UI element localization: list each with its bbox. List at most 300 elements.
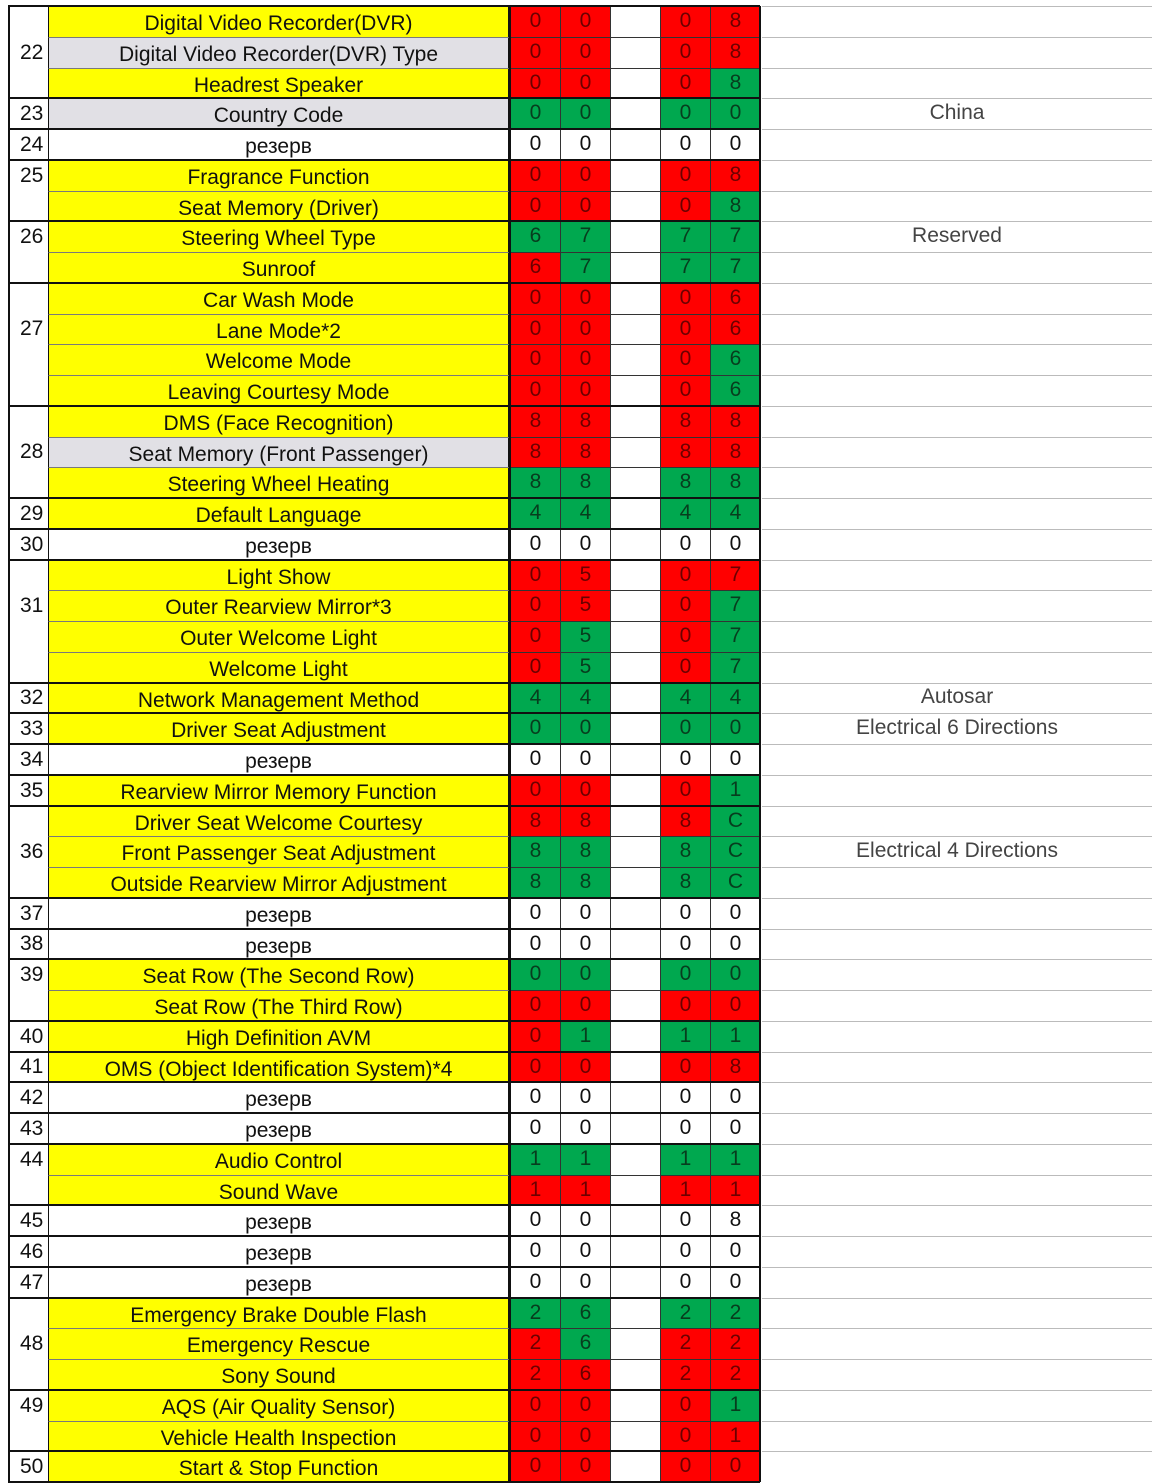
row-number: 26 [8, 221, 48, 252]
group-divider [8, 559, 760, 561]
value-cell [610, 437, 660, 467]
note-cell [762, 375, 1152, 406]
value-cell [610, 283, 660, 314]
value-cell: 0 [560, 191, 610, 221]
value-cell: 0 [560, 744, 610, 775]
value-cell [610, 467, 660, 498]
note-cell [762, 775, 1152, 806]
value-cell: 5 [560, 652, 610, 683]
note-cell [762, 129, 1152, 160]
note-cell [762, 1359, 1152, 1390]
value-cell: 7 [710, 221, 760, 252]
group-divider [8, 743, 760, 745]
row-number: 34 [8, 744, 48, 775]
row-number: 40 [8, 1021, 48, 1052]
row-number: 33 [8, 713, 48, 744]
feature-name: Welcome Mode [48, 344, 510, 375]
value-cell: 0 [710, 898, 760, 929]
group-divider [8, 1297, 760, 1299]
value-cell: 0 [660, 1390, 710, 1421]
row-number [8, 283, 48, 314]
value-cell [610, 375, 660, 406]
feature-name: Rearview Mirror Memory Function [48, 775, 510, 806]
note-cell [762, 529, 1152, 560]
value-cell [610, 929, 660, 959]
value-cell: 4 [510, 498, 560, 529]
value-cell: 1 [710, 1390, 760, 1421]
group-divider [8, 1112, 760, 1114]
value-cell: 4 [660, 498, 710, 529]
value-cell [610, 652, 660, 683]
group-divider [8, 1204, 760, 1206]
row-number: 46 [8, 1236, 48, 1267]
value-cell: 2 [710, 1328, 760, 1359]
value-cell: 8 [560, 867, 610, 898]
value-cell: 1 [510, 1175, 560, 1205]
note-cell: Electrical 6 Directions [762, 713, 1152, 744]
value-cell: 0 [660, 98, 710, 129]
value-cell: 1 [560, 1144, 610, 1175]
note-cell [762, 806, 1152, 836]
row-number: 30 [8, 529, 48, 560]
group-divider [8, 897, 760, 899]
value-cell: 8 [710, 437, 760, 467]
value-cell: 0 [660, 529, 710, 560]
value-cell: 6 [510, 221, 560, 252]
value-cell: 8 [510, 867, 560, 898]
value-cell: 8 [710, 6, 760, 37]
value-cell: 8 [510, 836, 560, 867]
value-cell: 2 [710, 1359, 760, 1390]
value-cell [610, 1113, 660, 1144]
value-cell: 0 [560, 959, 610, 990]
value-cell: 0 [560, 344, 610, 375]
value-cell: C [710, 867, 760, 898]
value-cell: 0 [510, 160, 560, 191]
feature-name: Welcome Light [48, 652, 510, 683]
group-divider [8, 1450, 760, 1452]
feature-name: Fragrance Function [48, 160, 510, 191]
value-cell: 7 [560, 252, 610, 283]
value-cell: 0 [560, 1205, 610, 1236]
value-cell: 0 [510, 621, 560, 652]
feature-name: DMS (Face Recognition) [48, 406, 510, 437]
row-number: 48 [8, 1328, 48, 1359]
feature-name: Seat Row (The Third Row) [48, 990, 510, 1021]
value-cell: 7 [710, 252, 760, 283]
value-cell: 0 [510, 744, 560, 775]
value-cell: 0 [660, 1113, 710, 1144]
note-cell [762, 467, 1152, 498]
feature-name: Sunroof [48, 252, 510, 283]
note-cell [762, 191, 1152, 221]
value-cell [610, 68, 660, 98]
row-number [8, 344, 48, 375]
feature-name: резерв [48, 129, 510, 160]
note-cell [762, 68, 1152, 98]
feature-name: Seat Memory (Driver) [48, 191, 510, 221]
note-cell [762, 406, 1152, 437]
row-number: 35 [8, 775, 48, 806]
row-number: 31 [8, 590, 48, 621]
row-number: 49 [8, 1390, 48, 1421]
value-cell [610, 1328, 660, 1359]
value-cell: 0 [510, 1451, 560, 1482]
feature-name: резерв [48, 1082, 510, 1113]
feature-name: Seat Memory (Front Passenger) [48, 437, 510, 467]
group-divider [8, 282, 760, 284]
value-cell: 0 [660, 621, 710, 652]
feature-name: Car Wash Mode [48, 283, 510, 314]
note-cell [762, 160, 1152, 191]
value-cell: 0 [710, 1451, 760, 1482]
value-cell [610, 1267, 660, 1298]
value-cell [610, 37, 660, 68]
value-cell: 8 [660, 806, 710, 836]
note-cell: Electrical 4 Directions [762, 836, 1152, 867]
feature-name: Outer Rearview Mirror*3 [48, 590, 510, 621]
value-cell: 7 [710, 652, 760, 683]
note-cell [762, 1052, 1152, 1082]
value-cell: 2 [510, 1328, 560, 1359]
value-cell: 0 [560, 129, 610, 160]
feature-name: Network Management Method [48, 683, 510, 713]
value-cell: 0 [560, 713, 610, 744]
value-cell [610, 1451, 660, 1482]
value-cell: 2 [660, 1298, 710, 1328]
value-cell [610, 1175, 660, 1205]
row-number: 41 [8, 1052, 48, 1082]
value-cell: 8 [560, 467, 610, 498]
row-number: 27 [8, 314, 48, 344]
value-cell: 1 [710, 1175, 760, 1205]
feature-name: OMS (Object Identification System)*4 [48, 1052, 510, 1082]
value-cell: 1 [710, 1021, 760, 1052]
value-cell: 0 [660, 652, 710, 683]
group-divider [8, 1020, 760, 1022]
row-number [8, 191, 48, 221]
group-divider [8, 405, 760, 407]
value-cell: 0 [510, 68, 560, 98]
value-cell: 8 [660, 467, 710, 498]
value-cell [610, 1236, 660, 1267]
value-cell [610, 683, 660, 713]
value-cell: 0 [660, 590, 710, 621]
note-cell [762, 929, 1152, 959]
value-cell: 8 [710, 467, 760, 498]
value-cell: 8 [510, 406, 560, 437]
row-number: 37 [8, 898, 48, 929]
feature-name: High Definition AVM [48, 1021, 510, 1052]
value-cell: 0 [510, 775, 560, 806]
value-cell: 0 [660, 6, 710, 37]
row-number [8, 1298, 48, 1328]
value-cell: 8 [710, 160, 760, 191]
value-cell: 1 [710, 1421, 760, 1451]
value-cell: 0 [560, 1052, 610, 1082]
note-cell: Reserved [762, 221, 1152, 252]
value-cell [610, 406, 660, 437]
note-cell [762, 314, 1152, 344]
value-cell: 0 [660, 344, 710, 375]
value-cell: 0 [510, 1113, 560, 1144]
note-cell [762, 1082, 1152, 1113]
row-number: 23 [8, 98, 48, 129]
note-cell [762, 498, 1152, 529]
feature-name: Country Code [48, 98, 510, 129]
value-cell: 0 [660, 929, 710, 959]
note-cell [762, 1267, 1152, 1298]
value-cell: 0 [710, 744, 760, 775]
row-number: 29 [8, 498, 48, 529]
row-number [8, 560, 48, 590]
value-cell: 7 [710, 560, 760, 590]
row-number: 39 [8, 959, 48, 990]
value-cell: 0 [660, 68, 710, 98]
value-cell: 1 [660, 1144, 710, 1175]
group-divider [8, 128, 760, 130]
value-cell [610, 1052, 660, 1082]
group-divider [8, 1266, 760, 1268]
value-cell: 8 [710, 68, 760, 98]
note-cell [762, 6, 1152, 37]
note-cell [762, 437, 1152, 467]
value-cell: 0 [560, 1390, 610, 1421]
group-divider [8, 682, 760, 684]
value-cell: 8 [710, 1205, 760, 1236]
group-divider [8, 958, 760, 960]
feature-name: Outer Welcome Light [48, 621, 510, 652]
note-cell [762, 590, 1152, 621]
value-cell: 0 [660, 160, 710, 191]
value-cell [610, 1359, 660, 1390]
feature-name: Leaving Courtesy Mode [48, 375, 510, 406]
group-divider [8, 805, 760, 807]
value-cell: 6 [560, 1328, 610, 1359]
group-divider [8, 1143, 760, 1145]
note-cell [762, 283, 1152, 314]
value-cell: 0 [660, 191, 710, 221]
group-divider [8, 1081, 760, 1083]
value-cell: 0 [660, 959, 710, 990]
note-cell [762, 1421, 1152, 1451]
value-cell [610, 529, 660, 560]
value-cell: 0 [660, 1082, 710, 1113]
value-cell: 4 [710, 498, 760, 529]
value-cell: 0 [510, 283, 560, 314]
feature-name: Emergency Brake Double Flash [48, 1298, 510, 1328]
value-cell: 0 [560, 68, 610, 98]
value-cell: 0 [660, 744, 710, 775]
value-cell: 8 [510, 806, 560, 836]
group-divider [8, 159, 760, 161]
value-cell: 8 [660, 437, 710, 467]
value-cell: 0 [510, 1082, 560, 1113]
column-border [759, 6, 761, 1482]
value-cell: 7 [660, 252, 710, 283]
group-divider [8, 928, 760, 930]
value-cell: 0 [710, 98, 760, 129]
group-divider [8, 528, 760, 530]
feature-name: AQS (Air Quality Sensor) [48, 1390, 510, 1421]
value-cell: 0 [510, 898, 560, 929]
value-cell [610, 1082, 660, 1113]
row-number [8, 652, 48, 683]
value-cell [610, 1298, 660, 1328]
note-cell [762, 1175, 1152, 1205]
value-cell: 0 [710, 1082, 760, 1113]
value-cell: 0 [510, 98, 560, 129]
value-cell: 0 [510, 1267, 560, 1298]
note-cell [762, 898, 1152, 929]
value-cell: 0 [560, 314, 610, 344]
note-cell [762, 1113, 1152, 1144]
note-cell [762, 744, 1152, 775]
value-cell [610, 775, 660, 806]
value-cell: 0 [660, 37, 710, 68]
value-cell [610, 959, 660, 990]
value-cell: 1 [660, 1021, 710, 1052]
row-number [8, 6, 48, 37]
value-cell [610, 344, 660, 375]
value-cell: 6 [710, 344, 760, 375]
value-cell [610, 621, 660, 652]
feature-name: Headrest Speaker [48, 68, 510, 98]
value-cell: 1 [560, 1021, 610, 1052]
value-cell: 0 [660, 1451, 710, 1482]
value-cell: 6 [710, 375, 760, 406]
row-number [8, 990, 48, 1021]
value-cell: 1 [660, 1175, 710, 1205]
column-border [509, 6, 511, 1482]
note-cell [762, 1205, 1152, 1236]
value-cell: 0 [510, 1236, 560, 1267]
value-cell: 0 [510, 129, 560, 160]
feature-name: резерв [48, 929, 510, 959]
value-cell: 0 [560, 1267, 610, 1298]
value-cell: 8 [510, 467, 560, 498]
value-cell: 8 [710, 191, 760, 221]
note-cell: Autosar [762, 683, 1152, 713]
value-cell: 2 [510, 1359, 560, 1390]
value-cell: 0 [710, 1236, 760, 1267]
value-cell: 0 [660, 283, 710, 314]
value-cell: 0 [510, 529, 560, 560]
feature-name: Driver Seat Welcome Courtesy [48, 806, 510, 836]
row-number [8, 252, 48, 283]
value-cell: 0 [560, 1082, 610, 1113]
value-cell: 0 [560, 898, 610, 929]
value-cell [610, 744, 660, 775]
row-number: 44 [8, 1144, 48, 1175]
value-cell: 0 [710, 990, 760, 1021]
value-cell [610, 590, 660, 621]
note-cell [762, 1451, 1152, 1482]
row-number [8, 1421, 48, 1451]
value-cell: 0 [510, 590, 560, 621]
row-number [8, 406, 48, 437]
feature-name: резерв [48, 898, 510, 929]
value-cell [610, 221, 660, 252]
row-number: 28 [8, 437, 48, 467]
note-cell [762, 252, 1152, 283]
value-cell: 2 [660, 1359, 710, 1390]
value-cell: 0 [710, 959, 760, 990]
value-cell: 0 [510, 1052, 560, 1082]
feature-name: Front Passenger Seat Adjustment [48, 836, 510, 867]
value-cell: 0 [510, 990, 560, 1021]
feature-name: Digital Video Recorder(DVR) [48, 6, 510, 37]
value-cell: 0 [510, 1021, 560, 1052]
row-number: 24 [8, 129, 48, 160]
value-cell [610, 160, 660, 191]
row-number: 50 [8, 1451, 48, 1482]
value-cell: 0 [660, 314, 710, 344]
value-cell [610, 1021, 660, 1052]
value-cell [610, 498, 660, 529]
value-cell [610, 1390, 660, 1421]
value-cell: 4 [510, 683, 560, 713]
feature-name: Digital Video Recorder(DVR) Type [48, 37, 510, 68]
value-cell [610, 129, 660, 160]
value-cell [610, 836, 660, 867]
value-cell: 0 [660, 375, 710, 406]
value-cell: 0 [510, 959, 560, 990]
note-cell [762, 344, 1152, 375]
value-cell: 1 [560, 1175, 610, 1205]
value-cell: 8 [560, 406, 610, 437]
value-cell: 2 [710, 1298, 760, 1328]
value-cell: 0 [560, 1236, 610, 1267]
value-cell: 8 [510, 437, 560, 467]
value-cell: 0 [510, 314, 560, 344]
note-cell [762, 1298, 1152, 1328]
group-divider [8, 1235, 760, 1237]
value-cell: 0 [660, 129, 710, 160]
value-cell: 0 [510, 713, 560, 744]
value-cell [610, 1421, 660, 1451]
value-cell [610, 6, 660, 37]
row-number [8, 467, 48, 498]
row-number: 38 [8, 929, 48, 959]
value-cell [610, 867, 660, 898]
value-cell: 0 [710, 713, 760, 744]
value-cell [610, 252, 660, 283]
value-cell: 1 [510, 1144, 560, 1175]
feature-name: Emergency Rescue [48, 1328, 510, 1359]
value-cell: 8 [660, 836, 710, 867]
value-cell: 6 [710, 314, 760, 344]
value-cell: 0 [560, 990, 610, 1021]
note-cell [762, 1021, 1152, 1052]
note-cell [762, 560, 1152, 590]
value-cell: 0 [710, 129, 760, 160]
note-cell [762, 1236, 1152, 1267]
row-number: 43 [8, 1113, 48, 1144]
note-cell [762, 621, 1152, 652]
value-cell: 0 [660, 560, 710, 590]
feature-name: Lane Mode*2 [48, 314, 510, 344]
feature-name: резерв [48, 1236, 510, 1267]
feature-name: Driver Seat Adjustment [48, 713, 510, 744]
column-border [8, 6, 10, 1482]
group-divider [8, 97, 760, 99]
note-cell [762, 1390, 1152, 1421]
value-cell: 0 [660, 1205, 710, 1236]
value-cell [610, 898, 660, 929]
row-number: 45 [8, 1205, 48, 1236]
value-cell [610, 560, 660, 590]
